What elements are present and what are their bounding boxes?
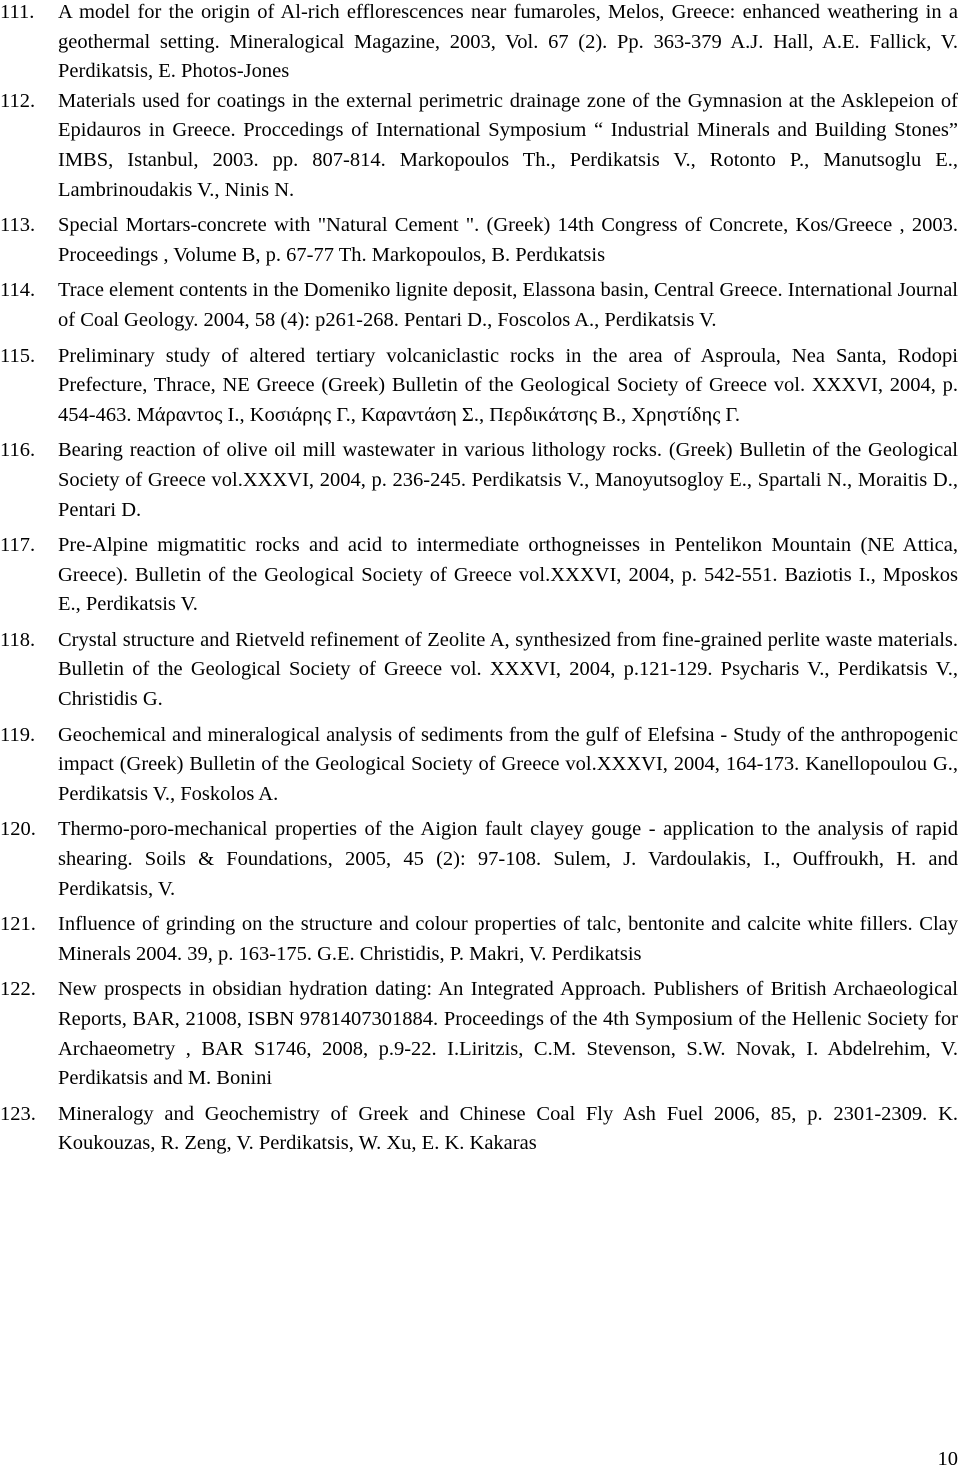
reference-item: [0, 342, 958, 431]
reference-item: [0, 815, 958, 904]
reference-text: Preliminary study of altered tertiary volcaniclastic rocks in the area of Asproula, Nea Santa, Rodopi Prefecture, Thrace, NE Greece (Greek) Bulletin of the Geological Society of Greece vol. XXXVI, 2004, p. 454-463. Μάραντος Ι., Κοσιάρης Γ., Καραντάση Σ., Περδικάτσης Β., Χρηστίδης Γ.: [58, 344, 958, 426]
page-number: 10: [937, 1448, 958, 1470]
reference-number: 123.: [0, 1102, 36, 1125]
reference-item: [0, 531, 958, 620]
reference-item: [0, 721, 958, 810]
reference-text: Trace element contents in the Domeniko lignite deposit, Elassona basin, Central Greece. International Journal of Coal Geology. 2004, 58 (4): p261-268. Pentari D., Foscolos A., Perdikatsis V.: [58, 279, 958, 331]
reference-text: Geochemical and mineralogical analysis of sediments from the gulf of Elefsina - Study of the anthropogenic impact (Greek) Bulletin of the Geological Society of Greece vol.XXXVI, 2004, 164-173. Kanellopoulou G., Perdikatsis V., Foskolos A.: [58, 723, 958, 805]
reference-item: [0, 1100, 958, 1159]
reference-number: 120.: [0, 818, 36, 841]
reference-number: 114.: [0, 279, 36, 302]
reference-item: [0, 276, 958, 335]
reference-text: New prospects in obsidian hydration dating: An Integrated Approach. Publishers of British Archaeological Reports, BAR, 21008, ISBN 9781407301884. Proceedings of the 4th Symposium of the Hellenic Society for Archaeometry , BAR S1746, 2008, p.9-22. I.Liritzis, C.M. Stevenson, S.W. Novak, I. Abdelrehim, V. Perdikatsis and M. Bonini: [58, 978, 958, 1090]
reference-text: Crystal structure and Rietveld refinement of Zeolite A, synthesized from fine-grained perlite waste materials. Bulletin of the Geological Society of Greece vol. XXXVI, 2004, p.121-129. Psycharis V., Perdikatsis V., Christidis G.: [58, 628, 958, 711]
reference-item: [0, 0, 958, 87]
reference-item: [0, 211, 958, 270]
reference-number: 115.: [0, 344, 36, 367]
reference-text: Thermo-poro-mechanical properties of the Aigion fault clayey gouge - application to the analysis of rapid shearing. Soils & Foundations, 2005, 45 (2): 97-108. Sulem, J. Vardoulakis, I., Ouffroukh, H. and Perdikatsis, V.: [58, 818, 958, 900]
reference-text: A model for the origin of Al-rich efflorescences near fumaroles, Melos, Greece: enhanced weathering in a geothermal setting. Mineralogical Magazine, 2003, Vol. 67 (2). Pp. 363-379 A.J. Hall, A.E. Fallick, V. Perdikatsis, E. Photos-Jones: [58, 1, 958, 83]
reference-number: 117.: [0, 534, 36, 557]
reference-item: [0, 626, 958, 715]
reference-item: [0, 975, 958, 1093]
reference-text: Special Mortars-concrete with "Natural Cement ". (Greek) 14th Congress of Concrete, Kos/Greece , 2003. Proceedings , Volume B, p. 67-77 Th. Markopoulos, B. Perdιkatsis: [58, 214, 958, 266]
reference-number: 122.: [0, 978, 36, 1001]
reference-number: 111.: [0, 1, 35, 23]
reference-number: 118.: [0, 628, 36, 651]
reference-item: [0, 87, 958, 205]
reference-number: 112.: [0, 89, 36, 112]
reference-number: 113.: [0, 214, 36, 237]
reference-number: 119.: [0, 723, 36, 746]
reference-text: Influence of grinding on the structure and colour properties of talc, bentonite and calcite white fillers. Clay Minerals 2004. 39, p. 163-175. G.E. Christidis, P. Makri, V. Perdikatsis: [58, 913, 958, 965]
reference-text: Pre-Alpine migmatitic rocks and acid to intermediate orthogneisses in Pentelikon Mountain (NE Attica, Greece). Bulletin of the Geological Society of Greece vol.XXXVI, 2004, p. 542-551. Baziotis I., Mposkos E., Perdikatsis V.: [58, 534, 958, 616]
reference-number: 116.: [0, 439, 36, 462]
reference-text: Materials used for coatings in the external perimetric drainage zone of the Gymnasion at the Asklepeion of Epidauros in Greece. Proccedings of International Symposium “ Industrial Minerals and Building Stones” IMBS, Istanbul, 2003. pp. 807-814. Markopoulos Th., Perdikatsis V., Rotonto P., Manutsoglu E., Lambrinoudakis V., Ninis N.: [58, 89, 958, 201]
reference-number: 121.: [0, 913, 36, 936]
reference-item: [0, 910, 958, 969]
reference-item: [0, 436, 958, 525]
reference-text: Bearing reaction of olive oil mill wastewater in various lithology rocks. (Greek) Bulletin of the Geological Society of Greece vol.XXXVI, 2004, p. 236-245. Perdikatsis V., Manoyutsogloy E., Spartali N., Moraitis D., Pentari D.: [58, 439, 958, 521]
reference-text: Mineralogy and Geochemistry of Greek and Chinese Coal Fly Ash Fuel 2006, 85, p. 2301-2309. K. Koukouzas, R. Zeng, V. Perdikatsis, W. Xu, E. K. Kakaras: [58, 1102, 958, 1155]
